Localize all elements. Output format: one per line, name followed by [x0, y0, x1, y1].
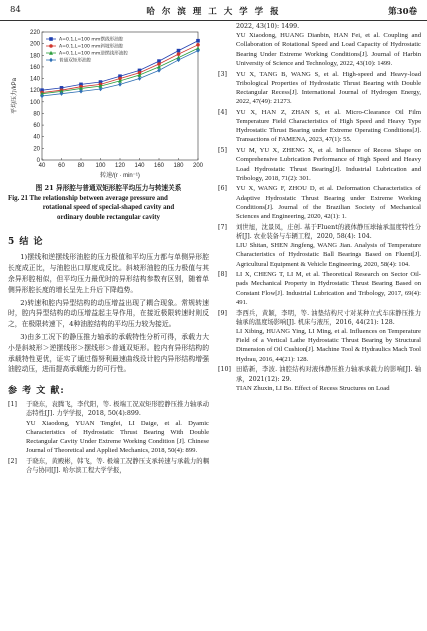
reference-item	[218, 309, 421, 364]
reference-en: LI X, CHENG T, LI M, et al. Theoretical Research on Sector Oil-pads Mechanical Property in Hydrostatic Thrust Bearing Based on Constant Flow[J]. Industrial Lubrication and Tribology, 2017, 69(4): 491.	[236, 271, 421, 306]
y-axis-label: 平均压力/kPa	[12, 77, 18, 115]
data-point	[118, 82, 122, 86]
figure-caption-en-1: Fig. 21 The relationship between average pressure and	[8, 194, 168, 202]
reference-number: [10]	[218, 366, 231, 374]
y-tick-label: 100	[29, 99, 40, 106]
reference-en: TIAN Zhuxin, LI Bo. Effect of Recess Structures on Load	[236, 384, 390, 392]
figure-caption-en-3: ordinary double rectangular cavity	[57, 213, 160, 221]
legend-label: A=0.1,L=100 mm逆摆线形油腔	[59, 51, 128, 57]
reference-zh: 刘世旭，沈景凤，庄创. 基于Fluent的液体静压球轴承温度特性分析[J]. 农业装备与车辆工程，2020, 58(4): 104.	[236, 223, 421, 240]
reference-item	[218, 270, 421, 307]
figure-caption-en-2: rotational speed of special-shaped cavity and	[42, 204, 175, 212]
x-tick-label: 160	[153, 163, 165, 169]
y-tick-label: 80	[33, 111, 40, 118]
x-tick-label: 60	[58, 163, 65, 169]
y-tick-label: 20	[33, 146, 40, 153]
y-tick-label: 140	[29, 76, 40, 83]
reference-en: YU Xiaodong, YUAN Tengfei, LI Daige, et al. Dyamic Characteristics of Hydrostatic Thrust Bearing With Double Rectangular Cavity Under Extreme Working Condition [J]. Chinese Journal of Theoretical and Applied Mechanics, 2018, 50(4): 899.	[26, 419, 209, 455]
figure-caption-zh: 图 21 异形腔与普通双矩形腔平均压力与转速关系	[35, 184, 182, 192]
journal-title: 哈 尔 滨 理 工 大 学 学 报	[146, 7, 281, 17]
reference-number: [2]	[8, 457, 17, 465]
reference-item	[218, 365, 421, 393]
reference-item	[218, 108, 421, 145]
reference-en: YU X, TANG B, WANG S, et al. High-speed and Heavy-load Tribological Properties of Hydrostatic Thrust Bearing with Double Rectangular Recess[J]. International Journal of Hydrogen Energy, 2022, 47(49): 21273.	[236, 70, 421, 106]
x-tick-label: 120	[114, 163, 126, 169]
page-number: 84	[10, 5, 21, 15]
reference-zh: 于晓东，黄殿彬，韩飞，等. 极端工况静压支承转速与承载力的耦合与协同[J]. 哈尔滨工程大学学报，	[26, 457, 209, 475]
reference-zh: 田皓新，李波. 油腔结构对液体静压推力轴承承载力的影响[J]. 轴承，2021(12): 29.	[236, 366, 421, 383]
legend-marker	[49, 44, 53, 48]
conclusion-heading: 5 结 论	[8, 237, 44, 248]
reference-number: [5]	[218, 147, 227, 155]
legend-label: 普通双矩形油腔	[59, 58, 92, 64]
legend-label: A=0.1,L=100 mm斜坡形油腔	[59, 44, 124, 50]
legend-marker	[49, 58, 53, 62]
data-point	[138, 76, 142, 80]
x-tick-label: 100	[95, 163, 106, 169]
reference-item	[218, 22, 421, 68]
reference-zh: 李西兵，黄颖，李明，等. 油垫结构尺寸对某种立式车床静压推力轴承的温度场影响[J]. 机床与液压，2016, 44(21): 128.	[236, 309, 421, 326]
reference-item	[218, 146, 421, 183]
volume-label: 第30卷	[388, 7, 417, 17]
reference-en: YU X, WANG F, ZHOU D, et al. Deformation Characteristics of Adaptive Hydrostatic Thrust Bearing under Extreme Working Conditions[J]. Journal of the Brazilian Society of Mechanical Sciences and Engineering, 2020, 42(1): 1.	[236, 185, 421, 221]
x-tick-label: 40	[38, 163, 46, 169]
reference-en: LIU Shitan, SHEN Jingfeng, WANG Jian. Analysis of Temperature Characteristics of Hydrostatic Ball Bearings Based on Fluent[J]. Agricultural Equipment & Vehicle Engineering, 2020, 58(4): 104.	[236, 242, 421, 268]
reference-en: LI Xibing, HUANG Ying, LI Ming, et al. Influences on Temperature Field of a Vertical Lathe Hydrostatic Thrust Bearing by Structural Dimension of Oil Cushion[J]. Machine Tool & Hydraulics Mach Tool Hydrau, 2016, 44(21): 128.	[236, 328, 421, 363]
x-tick-label: 80	[77, 163, 85, 169]
conclusion-paragraph: 1)摆线和逆摆线形油腔的压力极值和平均压力都与单侧异形腔长度成正比，与油腔出口厚度成反比。斜坡形油腔的压力极值与其余异形腔相似，但平均压力最优时的异形结构参数有区别，随着单侧异形腔长度的增长呈先上升后下降趋势。	[8, 253, 209, 294]
reference-item	[8, 457, 209, 475]
reference-zh: 2022, 43(10): 1499.	[236, 23, 300, 30]
legend-label: A=0.1,L=100 mm摆线形油腔	[59, 37, 124, 43]
y-tick-label: 180	[29, 53, 40, 60]
data-point	[196, 39, 200, 43]
y-tick-label: 40	[33, 134, 40, 141]
reference-number: [4]	[218, 108, 227, 116]
x-tick-label: 140	[134, 163, 145, 169]
reference-en: YU M, YU X, ZHENG X, et al. Influence of Recess Shape on Comprehensive Lubrication Performance of High Speed and Heavy Load Hydrostatic Thrust Bearing[J]. Industrial Lubrication and Tribology, 2018, 71(2): 301.	[236, 147, 421, 182]
data-point	[177, 52, 181, 56]
reference-en: YU X, HAN Z, ZHAN S, et al. Micro-Clearance Oil Film Temperature Field Characteristics of High Speed and Heavy Type Hydrostatic Thrust Bearing under Extreme Operating Conditions[J]. Transactions of FAMENA, 2023, 47(1): 55.	[236, 108, 421, 144]
reference-item	[218, 184, 421, 221]
reference-number: [1]	[8, 401, 17, 409]
reference-en: YU Xiaodong, HUANG Dianbin, HAN Fei, et al. Coupling and Collaboration of Rotational Speed and Load Capacity of Hydrostatic Bearing Under Extreme Working Conditions[J]. Journal of Harbin University of Science and Technology, 2022, 43(10): 1499.	[236, 32, 421, 67]
reference-item	[218, 70, 421, 107]
data-point	[157, 68, 161, 72]
reference-number: [3]	[218, 70, 227, 78]
pressure-speed-chart	[8, 24, 209, 184]
reference-number: [6]	[218, 185, 227, 193]
data-point	[196, 43, 200, 47]
reference-zh: 于晓东，袁腾飞，李代阳，等. 极端工况双矩形腔静压推力轴承动态特性[J]. 力学学报，2018, 50(4):899.	[26, 401, 209, 418]
x-tick-label: 180	[173, 163, 184, 169]
conclusion-paragraph: 3)由多工况下的静压推力轴承的承载特性分析可得，承载力大小是斜坡形＞逆摆线形＞摆线形＞普通双矩形。腔内有异形结构的承载特性更优，证实了通过偕努利最速曲线设计腔内异形结构增强油腔动压，进而提高承载能力的可行性。	[8, 332, 209, 374]
conclusion-paragraph: 2)转速和腔内异型结构的动压增益出现了耦合现象。常规转速时，腔内异型结构的动压增益起主导作用，在接近极限转速时则反之，在极限转速下，4种油腔结构的平均压力较为接近。	[8, 298, 209, 329]
y-tick-label: 0	[36, 158, 40, 164]
legend-marker	[49, 37, 53, 41]
y-tick-label: 60	[33, 123, 40, 130]
y-tick-label: 200	[29, 41, 40, 48]
right-column	[218, 22, 421, 394]
x-tick-label: 200	[192, 163, 204, 169]
y-tick-label: 160	[29, 64, 40, 71]
reference-number: [8]	[218, 271, 227, 279]
x-axis-label: 转速/(r · min⁻¹)	[100, 173, 140, 179]
reference-item	[218, 223, 421, 269]
y-tick-label: 220	[29, 30, 40, 36]
data-point	[157, 65, 161, 69]
reference-number: [7]	[218, 223, 227, 231]
references-heading: 参 考 文 献:	[8, 386, 65, 397]
running-header	[0, 0, 427, 21]
data-point	[177, 49, 181, 53]
reference-number: [9]	[218, 309, 227, 317]
left-column	[8, 24, 209, 477]
reference-item	[8, 400, 209, 455]
y-tick-label: 120	[29, 88, 40, 95]
